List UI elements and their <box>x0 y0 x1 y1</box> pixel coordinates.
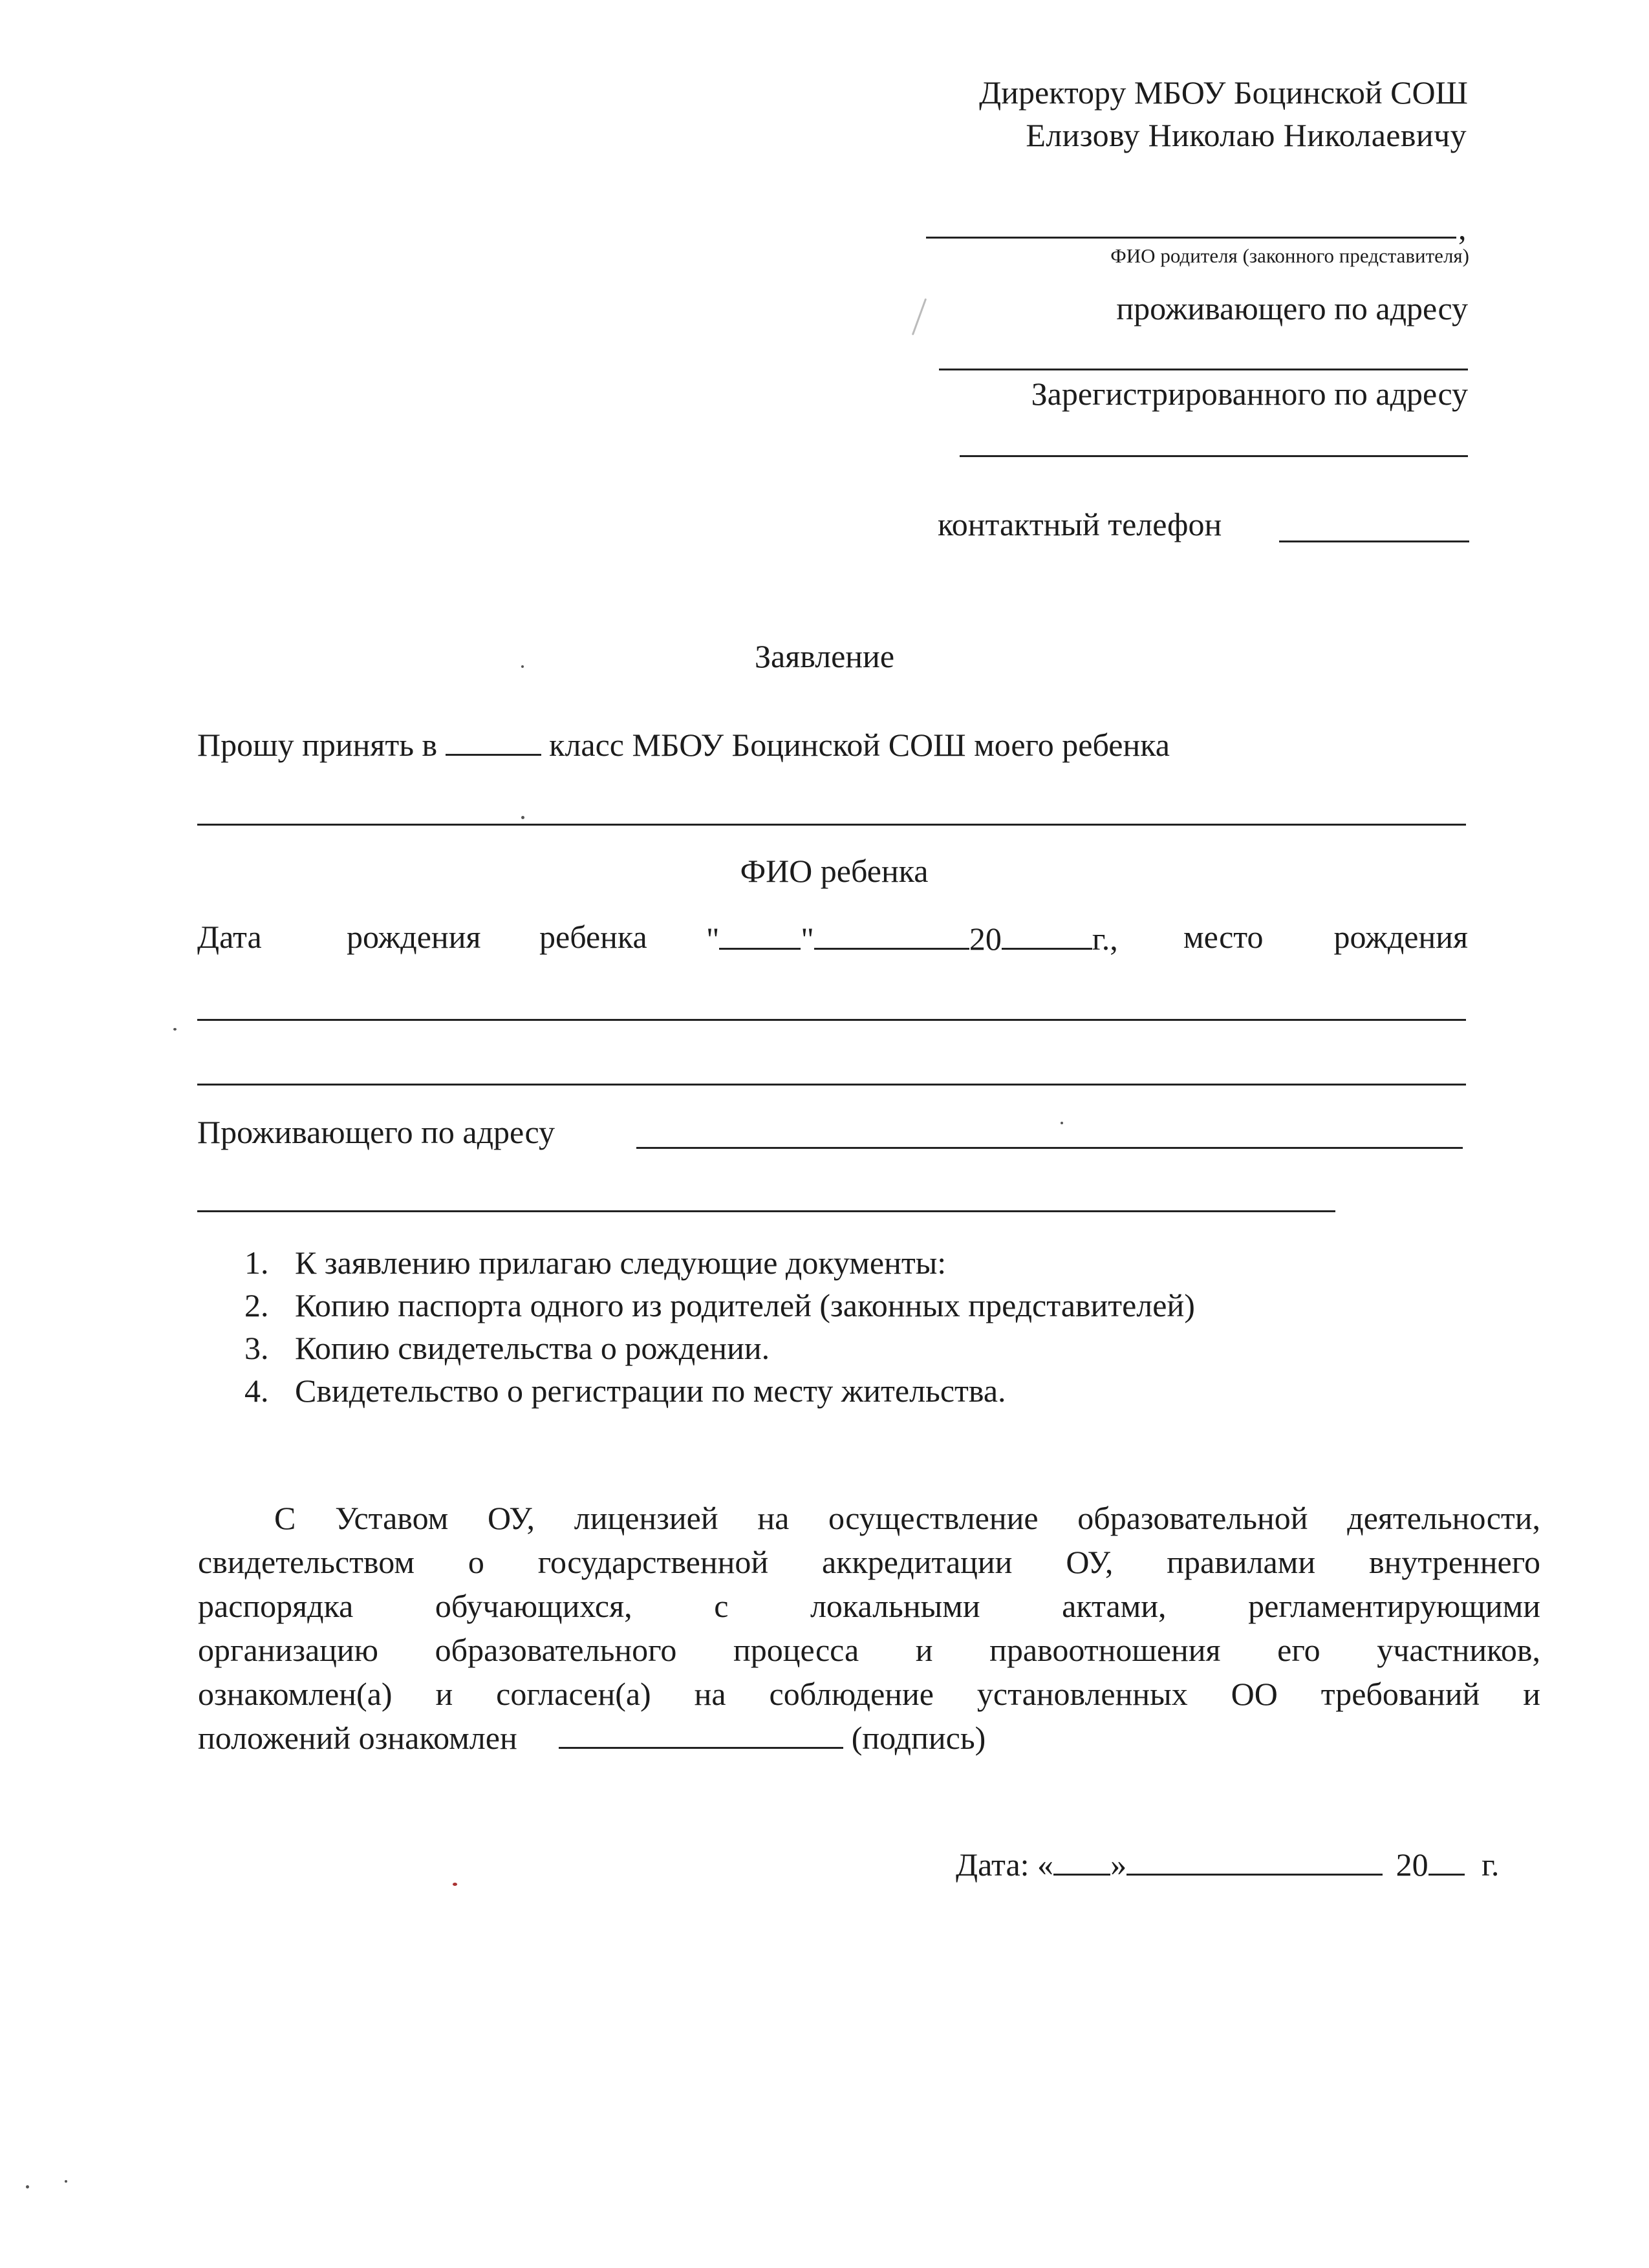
request-suffix: класс МБОУ Боцинской СОШ моего ребенка <box>549 727 1170 763</box>
list-item-number: 3. <box>244 1330 269 1366</box>
consent-line: распорядка обучающихся, с локальными актами, регламентирующими <box>198 1588 1540 1624</box>
child-fio-line[interactable] <box>197 824 1466 826</box>
parent-fio-caption: ФИО родителя (законного представителя) <box>1110 244 1469 267</box>
scan-speck <box>65 2180 67 2183</box>
scan-speck <box>521 665 524 668</box>
child-address-line-2[interactable] <box>197 1210 1335 1212</box>
list-item <box>244 1369 1195 1412</box>
addressee-line-2: Елизову Николаю Николаевичу <box>1026 117 1467 153</box>
consent-line: ознакомлен(а) и согласен(а) на соблюдение установленных ОО требований и <box>198 1676 1540 1712</box>
list-item-number: 1. <box>244 1245 269 1281</box>
consent-line: С Уставом ОУ, лицензией на осуществление образовательной деятельности, <box>274 1500 1540 1536</box>
phone-field-line[interactable] <box>1279 540 1469 542</box>
consent-paragraph <box>198 1496 1540 1760</box>
signature-field[interactable] <box>559 1720 843 1749</box>
scan-speck <box>521 816 524 819</box>
scan-speck <box>1061 1122 1063 1124</box>
list-item-text: К заявлению прилагаю следующие документы: <box>295 1245 947 1281</box>
parent-fio-comma: , <box>1458 210 1467 246</box>
addressee-line-1: Директору МБОУ Боцинской СОШ <box>979 74 1468 111</box>
parent-fio-line[interactable] <box>926 237 1456 239</box>
birth-w4: место <box>1183 919 1264 955</box>
registered-address-line[interactable] <box>960 455 1468 457</box>
list-item-number: 2. <box>244 1287 269 1323</box>
date-year-field[interactable] <box>1428 1846 1465 1876</box>
list-item <box>244 1284 1195 1327</box>
list-item-text: Копию свидетельства о рождении. <box>295 1330 770 1366</box>
birth-w5: рождения <box>1333 919 1468 955</box>
birth-date-fields <box>706 921 1118 955</box>
scan-speck <box>26 2185 29 2188</box>
request-line <box>197 727 1170 761</box>
grade-field[interactable] <box>446 727 541 756</box>
scan-speck <box>173 1028 177 1031</box>
scan-speck <box>453 1883 457 1886</box>
birthplace-line-1[interactable] <box>197 1019 1466 1021</box>
consent-last-line <box>198 1716 1540 1760</box>
birth-w3: ребенка <box>539 919 647 955</box>
consent-line: свидетельством о государственной аккредитации ОУ, правилами внутреннего <box>198 1544 1540 1580</box>
residing-address-line[interactable] <box>939 369 1468 370</box>
child-fio-caption: ФИО ребенка <box>740 853 929 889</box>
registered-label: Зарегистрированного по адресу <box>1031 376 1468 412</box>
child-address-label: Проживающего по адресу <box>197 1114 555 1150</box>
date-year-suffix: г. <box>1482 1846 1500 1883</box>
birth-quote-close: " <box>801 921 814 957</box>
birth-year-field[interactable] <box>1002 921 1092 950</box>
consent-line: организацию образовательного процесса и правоотношения его участников, <box>198 1632 1540 1668</box>
attachments-list <box>244 1241 1195 1412</box>
residing-label: проживающего по адресу <box>1116 290 1468 326</box>
birth-quote-open: " <box>706 921 720 957</box>
signature-caption: (подпись) <box>851 1720 986 1756</box>
date-month-field[interactable] <box>1126 1846 1383 1876</box>
list-item-text: Копию паспорта одного из родителей (законных представителей) <box>295 1287 1195 1323</box>
birth-w1: Дата <box>197 919 262 955</box>
birth-w2: рождения <box>347 919 481 955</box>
date-year-prefix: 20 <box>1396 1846 1428 1883</box>
birth-month-field[interactable] <box>814 921 969 950</box>
consent-last-prefix: положений ознакомлен <box>198 1720 517 1756</box>
list-item-text: Свидетельство о регистрации по месту жительства. <box>295 1373 1006 1409</box>
birthplace-line-2[interactable] <box>197 1084 1466 1086</box>
request-prefix: Прошу принять в <box>197 727 438 763</box>
date-line <box>956 1846 1499 1881</box>
document-title: Заявление <box>754 638 895 674</box>
child-address-line-1[interactable] <box>636 1147 1463 1149</box>
list-item <box>244 1327 1195 1369</box>
date-day-field[interactable] <box>1053 1846 1110 1876</box>
date-label: Дата: « <box>956 1846 1054 1883</box>
birth-year-prefix: 20 <box>969 921 1002 957</box>
list-item <box>244 1241 1195 1284</box>
phone-label: контактный телефон <box>938 506 1222 542</box>
birth-year-suffix: г., <box>1092 921 1118 957</box>
list-item-number: 4. <box>244 1373 269 1409</box>
birth-day-field[interactable] <box>719 921 801 950</box>
date-close-quote: » <box>1110 1846 1127 1883</box>
